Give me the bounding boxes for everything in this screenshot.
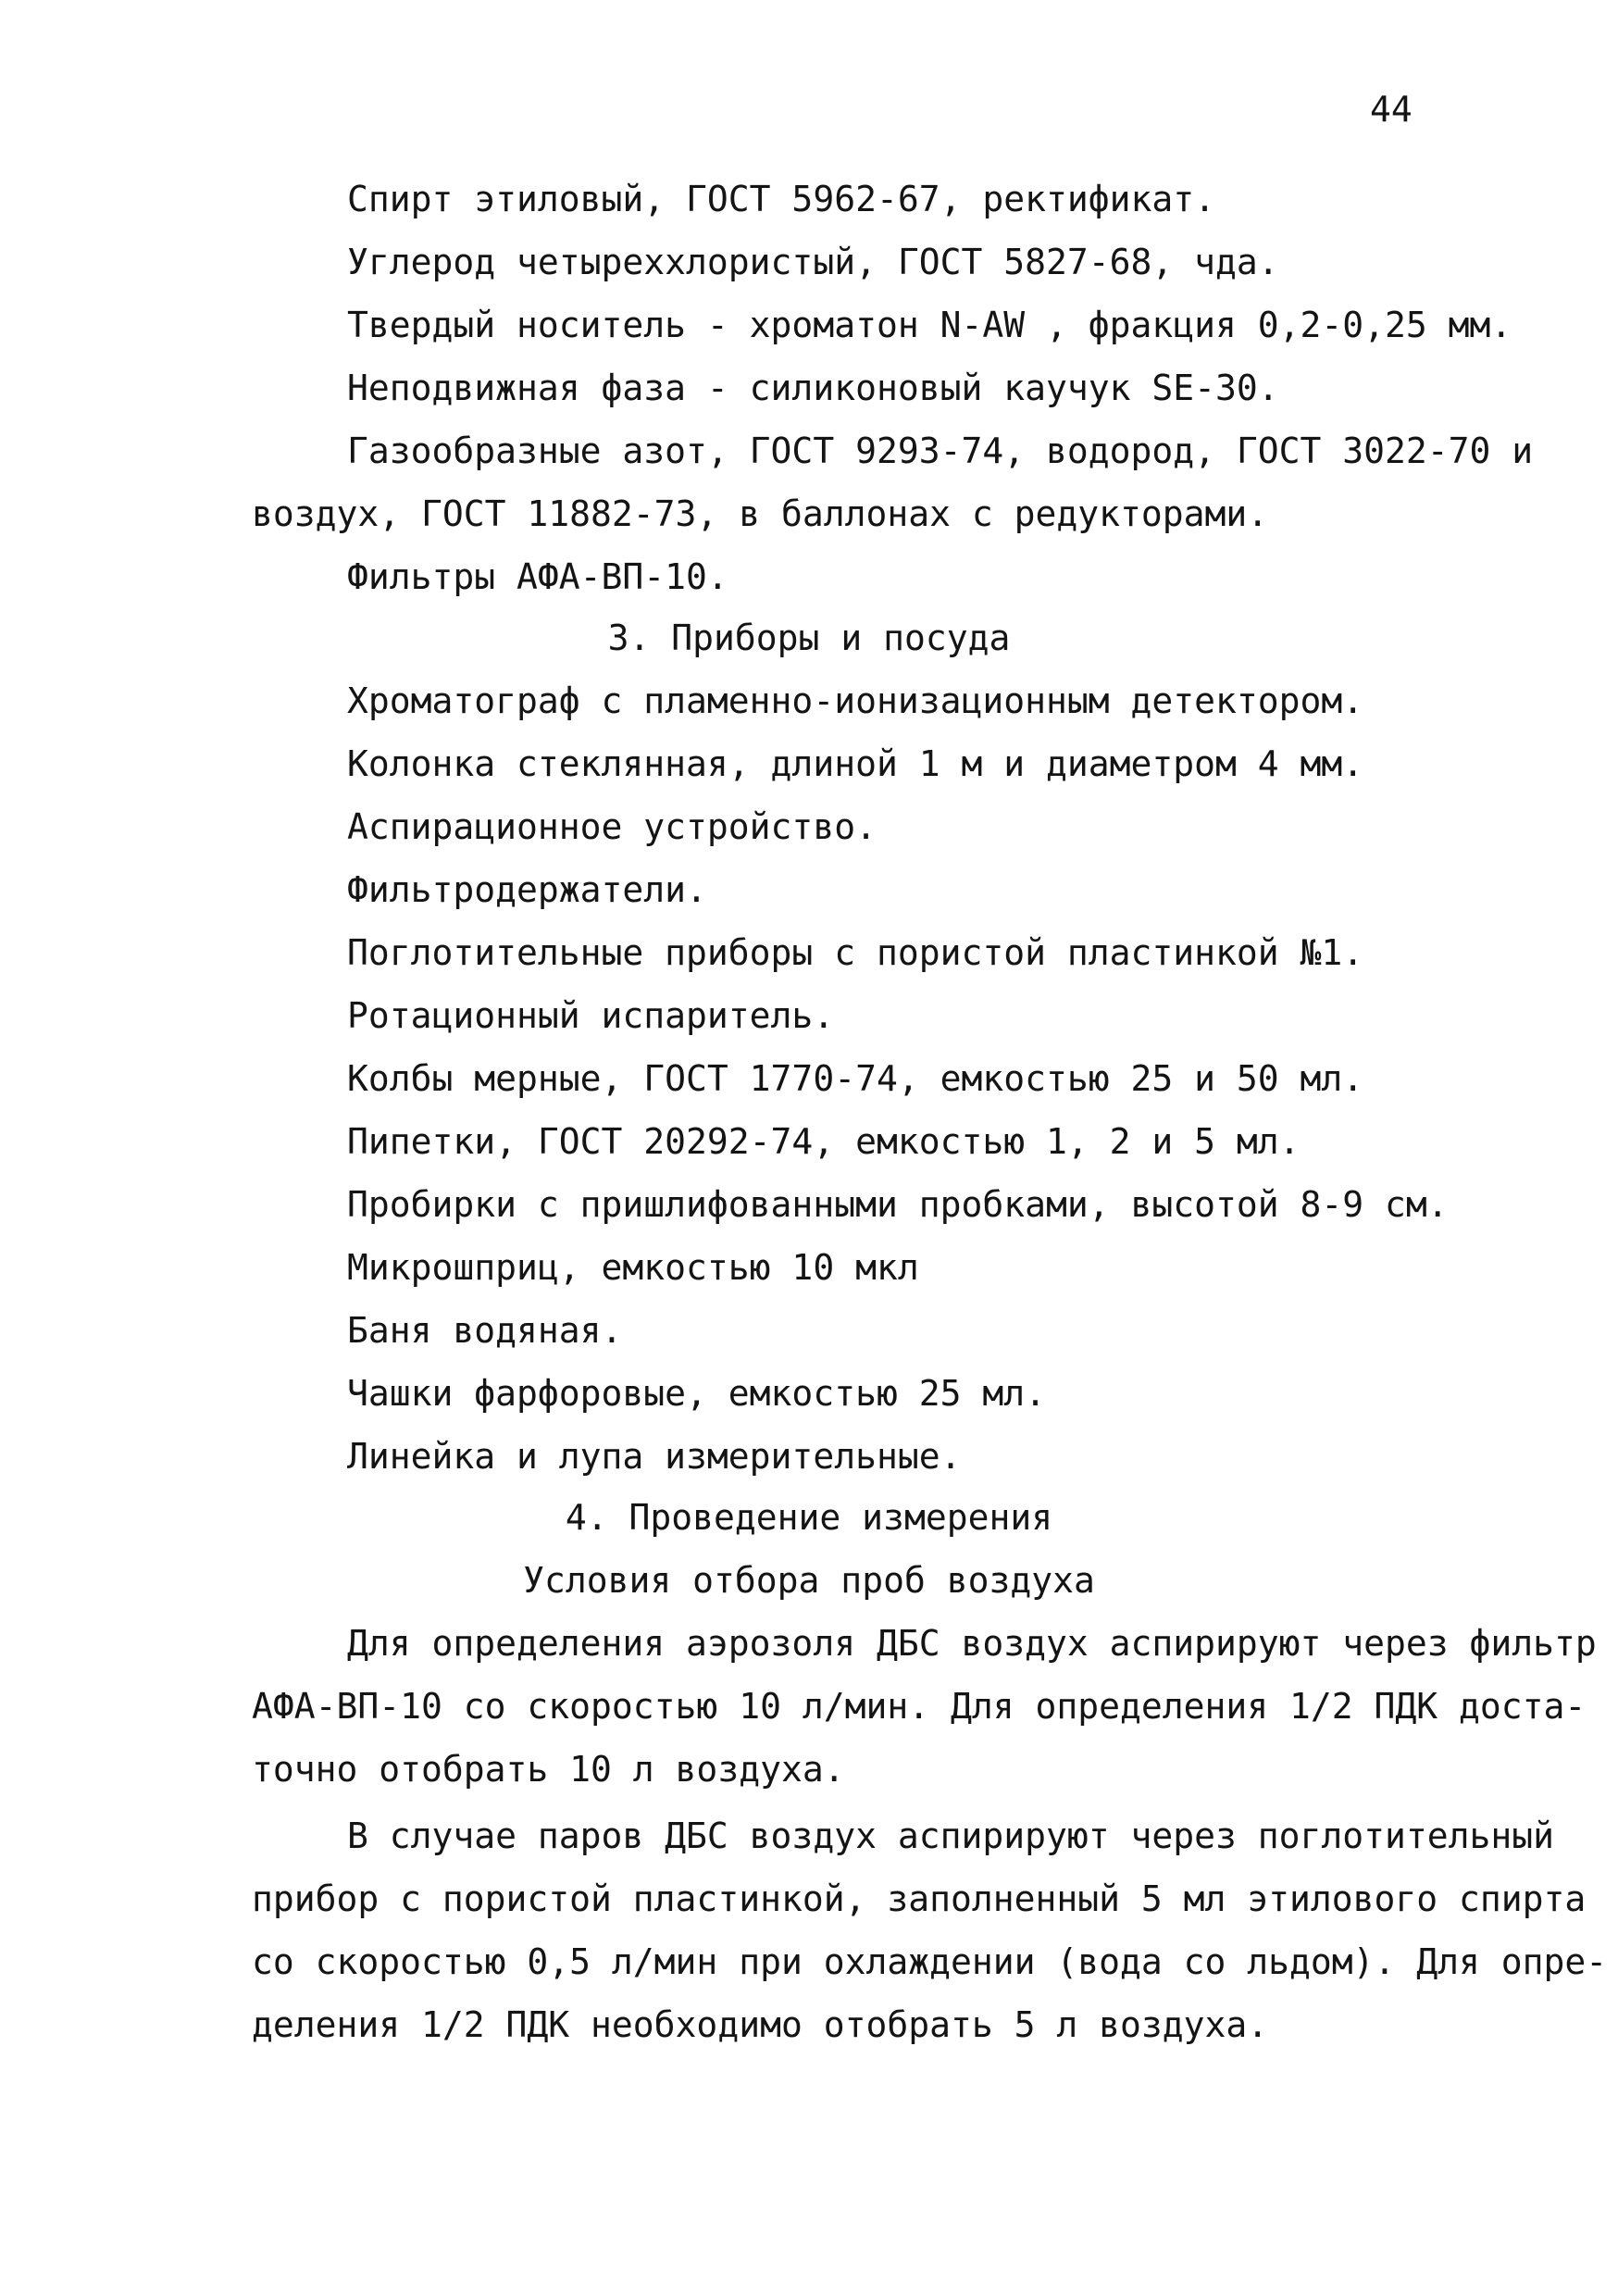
equipment-item: Фильтродержатели. <box>347 869 707 910</box>
reagent-line: Спирт этиловый, ГОСТ 5962-67, ректификат. <box>347 179 1215 219</box>
equipment-item: Хроматограф с пламенно-ионизационным детектором. <box>347 680 1364 721</box>
paragraph-line: точно отобрать 10 л воздуха. <box>252 1749 845 1790</box>
paragraph-line: прибор с пористой пластинкой, заполненный 5 мл этилового спирта <box>252 1878 1587 1919</box>
equipment-item: Колонка стеклянная, длиной 1 м и диаметром 4 мм. <box>347 743 1364 784</box>
reagent-line: Твердый носитель - хроматон N-AW , фракция 0,2-0,25 мм. <box>347 305 1512 345</box>
section-subheading: Условия отбора проб воздуха <box>523 1560 1095 1601</box>
section-heading: 3. Приборы и посуда <box>607 618 1011 658</box>
equipment-item: Пипетки, ГОСТ 20292-74, емкостью 1, 2 и 5 мл. <box>347 1121 1301 1162</box>
equipment-item: Чашки фарфоровые, емкостью 25 мл. <box>347 1373 1046 1414</box>
section-heading: 4. Проведение измерения <box>565 1497 1053 1538</box>
equipment-item: Пробирки с пришлифованными пробками, высотой 8-9 см. <box>347 1184 1449 1225</box>
equipment-item: Колбы мерные, ГОСТ 1770-74, емкостью 25 и 50 мл. <box>347 1058 1364 1099</box>
equipment-item: Поглотительные приборы с пористой пластинкой №1. <box>347 932 1364 973</box>
paragraph-line: со скоростью 0,5 л/мин при охлаждении (вода со льдом). Для опре- <box>252 1941 1608 1982</box>
paragraph-line: Для определения аэрозоля ДБС воздух аспирируют через фильтр <box>347 1623 1597 1664</box>
equipment-item: Микрошприц, емкостью 10 мкл <box>347 1247 919 1288</box>
paragraph-line: АФА-ВП-10 со скоростью 10 л/мин. Для определения 1/2 ПДК доста- <box>252 1686 1587 1727</box>
equipment-item: Ротационный испаритель. <box>347 995 835 1036</box>
reagent-line: Неподвижная фаза - силиконовый каучук SE-30. <box>347 368 1279 408</box>
reagent-line: Углерод четыреххлористый, ГОСТ 5827-68, чда. <box>347 242 1279 282</box>
reagent-line: Фильтры АФА-ВП-10. <box>347 556 728 597</box>
equipment-item: Линейка и лупа измерительные. <box>347 1436 962 1477</box>
reagent-line: воздух, ГОСТ 11882-73, в баллонах с редукторами. <box>252 493 1269 534</box>
paragraph-line: деления 1/2 ПДК необходимо отобрать 5 л воздуха. <box>252 2004 1269 2045</box>
paragraph-line: В случае паров ДБС воздух аспирируют через поглотительный <box>347 1816 1555 1856</box>
reagent-line: Газообразные азот, ГОСТ 9293-74, водород, ГОСТ 3022-70 и <box>347 430 1534 471</box>
equipment-item: Баня водяная. <box>347 1310 623 1351</box>
equipment-item: Аспирационное устройство. <box>347 806 877 847</box>
page-number: 44 <box>1370 89 1413 130</box>
